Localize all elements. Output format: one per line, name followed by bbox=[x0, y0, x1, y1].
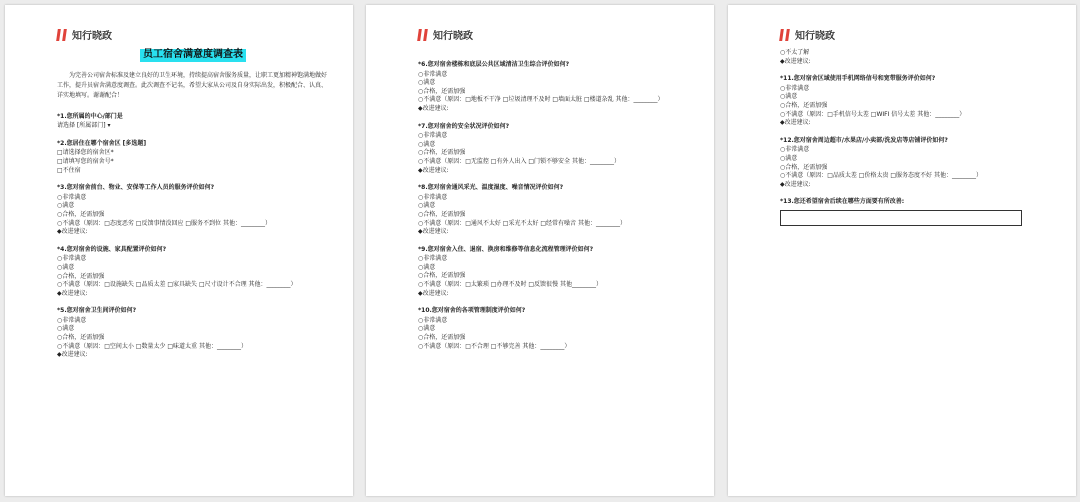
document-page-2 bbox=[366, 5, 714, 496]
answer-option: ◆改进建议: bbox=[57, 351, 88, 359]
question-block bbox=[57, 246, 329, 299]
brand-mark-icon bbox=[418, 29, 428, 41]
answer-option: ○合格，还需加强 bbox=[418, 334, 466, 342]
answer-option: ○不满意（原因：□地板不干净 □垃圾清理不及时 □墙面太脏 □楼道杂乱 其他：________） bbox=[418, 96, 664, 104]
answer-option: ○合格，还需加强 bbox=[57, 210, 105, 218]
question-title: *10.您对宿舍的各项管理制度评价如何? bbox=[418, 307, 526, 315]
document-title: 员工宿舍满意度调查表 bbox=[140, 49, 246, 62]
document-page-1 bbox=[5, 5, 353, 496]
answer-option: ○非常满意 bbox=[418, 70, 448, 78]
answer-option: ○非常满意 bbox=[780, 84, 810, 92]
answer-option: ○非常满意 bbox=[418, 193, 448, 201]
question-title: *7.您对宿舍的安全状况评价如何? bbox=[418, 122, 510, 130]
answer-option: ○不满意（原因：□空间太小 □数量太少 □味道太重 其他：________） bbox=[57, 342, 247, 350]
brand-logo bbox=[418, 27, 473, 42]
brand-name: 知行晓政 bbox=[72, 31, 112, 42]
answer-option: ○不满意（原因：□手机信号太差 □WIFI 信号太差 其他：________） bbox=[780, 110, 966, 118]
answer-option: ○满意 bbox=[57, 263, 75, 271]
question-title: *2.您居住在哪个宿舍区 [多选题] bbox=[57, 139, 147, 147]
question-list bbox=[57, 113, 329, 360]
question-title: *9.您对宿舍入住、退宿、换房和维修等信息化流程管理评价如何? bbox=[418, 245, 594, 253]
answer-option: ◆改进建议: bbox=[418, 166, 449, 174]
answer-option: ○不太了解 bbox=[780, 49, 810, 56]
question-block bbox=[418, 123, 690, 176]
answer-option: ○非常满意 bbox=[418, 132, 448, 140]
answer-option: ○合格，还需加强 bbox=[418, 272, 466, 280]
brand-mark-icon bbox=[780, 29, 790, 41]
question-title: *1.您所属的中心/部门是 bbox=[57, 112, 123, 120]
answer-option: ○非常满意 bbox=[418, 316, 448, 324]
question-block bbox=[418, 184, 690, 237]
answer-option: ○满意 bbox=[418, 202, 436, 210]
page-content bbox=[418, 61, 690, 360]
answer-option: ○合格，还需加强 bbox=[780, 163, 828, 171]
answer-option: ○满意 bbox=[418, 140, 436, 148]
answer-option: ◆改进建议: bbox=[57, 289, 88, 297]
answer-option: ○合格，还需加强 bbox=[57, 334, 105, 342]
question-block bbox=[780, 75, 1052, 128]
question-block bbox=[57, 184, 329, 237]
answer-option: □不住宿 bbox=[57, 166, 81, 174]
brand-logo bbox=[780, 27, 835, 42]
answer-option: ○不满意（原因：□不合理 □不够完善 其他：________） bbox=[418, 342, 571, 350]
question-block bbox=[57, 140, 329, 175]
answer-option: ◆改进建议: bbox=[57, 228, 88, 236]
answer-option: □请选择您的宿舍区* bbox=[57, 149, 114, 157]
answer-option: ○不满意（原因：□通风不太好 □采光不太好 □经常有噪音 其他：________） bbox=[418, 219, 626, 227]
brand-name: 知行晓政 bbox=[795, 31, 835, 42]
answer-option: ○不满意（原因：□无监控 □有外人出入 □门锁不够安全 其他：________） bbox=[418, 157, 620, 165]
question-title: *6.您对宿舍楼栋和底层公共区域清洁卫生综合评价如何? bbox=[418, 61, 570, 68]
question-block bbox=[57, 113, 329, 131]
answer-option: ○不满意（原因：□品质太差 □价格太贵 □服务态度不好 其他：________） bbox=[780, 172, 982, 180]
question-block bbox=[418, 246, 690, 299]
answer-option: □请填写您的宿舍号* bbox=[57, 157, 114, 165]
answer-option: ○不满意（原因：□设施缺失 □品质太差 □家具缺失 □尺寸设计不合理 其他：________） bbox=[57, 281, 297, 289]
question-block bbox=[780, 198, 1052, 226]
answer-option: ○合格，还需加强 bbox=[418, 149, 466, 157]
answer-option: ○不满意（原因：□太繁琐 □办理不及时 □反馈很慢 其他________） bbox=[418, 281, 602, 289]
answer-option: ○合格，还需加强 bbox=[418, 87, 466, 95]
brand-name: 知行晓政 bbox=[433, 31, 473, 42]
answer-option: ◆改进建议: bbox=[418, 289, 449, 297]
answer-option: ◆改进建议: bbox=[780, 57, 811, 65]
question-title: *13.您还希望宿舍后续在哪些方面要有所改善: bbox=[780, 198, 905, 206]
question-title: *3.您对宿舍前台、物业、安保等工作人员的服务评价如何? bbox=[57, 184, 215, 192]
answer-option: ○满意 bbox=[57, 202, 75, 210]
answer-option: ○合格，还需加强 bbox=[418, 210, 466, 218]
answer-option: ○非常满意 bbox=[780, 146, 810, 154]
answer-option: ○满意 bbox=[418, 79, 436, 87]
brand-mark-icon bbox=[57, 29, 67, 41]
answer-option: ◆改进建议: bbox=[418, 104, 449, 112]
intro-paragraph: 为完善公司宿舍标准及建立良好的卫生环境，持续提高宿舍服务质量，让职工更加精神饱满地做好工作，提升员宿舍满意度调查。此次调查不记名，希望大家从公司及自身实际出发，积极配合、认真、详实地填写。谢谢配合！ bbox=[57, 71, 328, 99]
answer-option: ○非常满意 bbox=[57, 316, 87, 324]
question-block bbox=[418, 61, 690, 114]
answer-option: ○满意 bbox=[57, 325, 75, 333]
question-list bbox=[780, 49, 1052, 226]
answer-option: ○合格，还需加强 bbox=[57, 272, 105, 280]
answer-option: ○不满意（原因：□态度恶劣 □反馈事情没回应 □服务不到位 其他：________） bbox=[57, 219, 271, 227]
answer-option: ○满意 bbox=[780, 93, 798, 101]
answer-option: ○非常满意 bbox=[57, 255, 87, 263]
question-block bbox=[418, 307, 690, 351]
question-title: *12.您对宿舍周边超市/水果店/小卖部/洗发店等店铺评价如何? bbox=[780, 136, 948, 144]
answer-option: ○非常满意 bbox=[57, 193, 87, 201]
question-title: *8.您对宿舍通风采光、温度湿度、噪音情况评价如何? bbox=[418, 184, 564, 192]
page-content bbox=[57, 49, 329, 369]
answer-option: ○满意 bbox=[780, 154, 798, 162]
answer-option: ○合格，还需加强 bbox=[780, 101, 828, 109]
question-title: *11.您对宿舍区域使用手机网络信号和宽带服务评价如何? bbox=[780, 75, 936, 83]
answer-option: ○满意 bbox=[418, 263, 436, 271]
answer-option: ○非常满意 bbox=[418, 255, 448, 263]
answer-text-box bbox=[780, 210, 1022, 226]
answer-option: ◆改进建议: bbox=[780, 119, 811, 127]
question-block bbox=[780, 49, 1052, 66]
document-page-3 bbox=[728, 5, 1076, 496]
question-title: *5.您对宿舍卫生间评价如何? bbox=[57, 307, 137, 315]
answer-option: ◆改进建议: bbox=[780, 180, 811, 188]
answer-option: ◆改进建议: bbox=[418, 228, 449, 236]
question-block bbox=[780, 137, 1052, 190]
question-block bbox=[57, 307, 329, 360]
brand-logo bbox=[57, 27, 112, 42]
question-title: *4.您对宿舍的设施、家具配置评价如何? bbox=[57, 245, 167, 253]
question-list bbox=[418, 61, 690, 351]
answer-option: ○满意 bbox=[418, 325, 436, 333]
answer-option: 请选择 [所属部门] ▾ bbox=[57, 122, 111, 130]
page-content bbox=[780, 49, 1052, 235]
